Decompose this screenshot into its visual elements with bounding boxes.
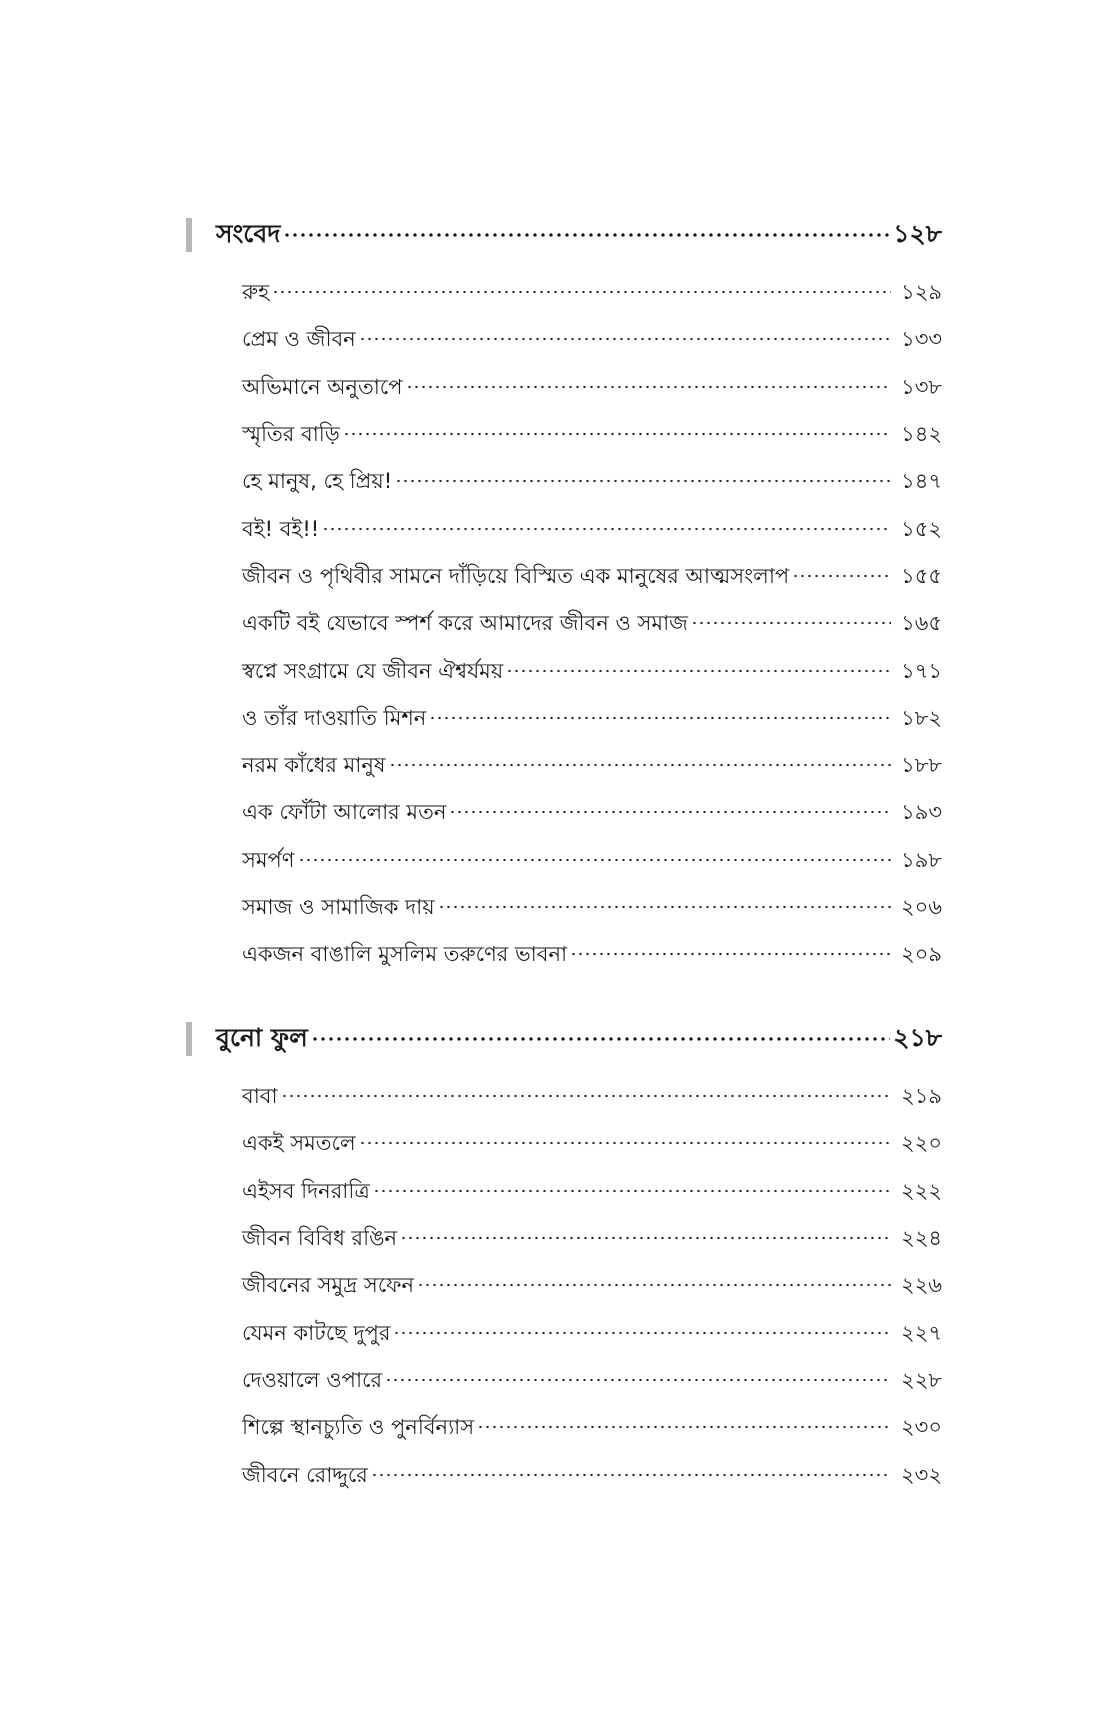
dot-leader [359, 337, 891, 341]
entry-page-number: ১৩৩ [901, 327, 942, 352]
toc-entry[interactable] [190, 885, 942, 932]
dot-leader [359, 1141, 891, 1145]
dot-leader [281, 1094, 891, 1098]
entry-page-number: ১২৯ [901, 280, 942, 305]
dot-leader [477, 1425, 891, 1429]
dot-leader [298, 858, 892, 862]
dot-leader [343, 432, 891, 436]
entry-title: প্রেম ও জীবন [242, 327, 356, 352]
entry-title: জীবনের সমুদ্র সফেন [242, 1273, 415, 1298]
entry-page-number: ১৫২ [901, 516, 942, 541]
dot-leader [272, 290, 891, 294]
dot-leader [373, 1189, 891, 1193]
toc-entry[interactable] [190, 554, 942, 601]
dot-leader [792, 574, 891, 578]
toc-entry[interactable] [190, 1216, 942, 1263]
entry-title: একই সমতলে [242, 1131, 356, 1156]
section-heading[interactable] [190, 214, 942, 256]
entry-page-number: ২৩০ [901, 1415, 942, 1440]
entry-page-number: ১৪২ [901, 422, 942, 447]
entry-title: নরম কাঁধের মানুষ [242, 753, 386, 778]
entry-title: সমর্পণ [242, 847, 295, 872]
entry-page-number: ১৫৫ [901, 563, 942, 588]
toc-entry[interactable] [190, 1310, 942, 1357]
section-marker-bar [186, 218, 192, 252]
entry-title: বই! বই!! [242, 516, 320, 541]
entry-page-number: ২১৯ [901, 1084, 942, 1109]
toc-section [190, 214, 942, 979]
dot-leader [395, 479, 891, 483]
dot-leader [406, 385, 891, 389]
entry-title: জীবন বিবিধ রঙিন [242, 1226, 398, 1251]
toc-entry[interactable] [190, 932, 942, 979]
entry-title: জীবনে রোদ্দুরে [242, 1462, 368, 1487]
section-title: বুনো ফুল [216, 1022, 308, 1052]
entry-title: অভিমানে অনুতাপে [242, 374, 403, 399]
toc-entry[interactable] [190, 459, 942, 506]
entry-page-number: ১৬৫ [901, 611, 942, 636]
dot-leader [322, 527, 891, 531]
dot-leader [389, 763, 891, 767]
entry-title: এইসব দিনরাত্রি [242, 1178, 370, 1203]
entry-page-number: ২২৮ [901, 1367, 942, 1392]
entry-page-number: ২০৯ [901, 942, 942, 967]
toc-entry[interactable] [190, 838, 942, 885]
dot-leader [417, 1283, 891, 1287]
entry-page-number: ২২৪ [901, 1226, 942, 1251]
entry-page-number: ২৩২ [901, 1462, 942, 1487]
entry-page-number: ১৮৮ [901, 753, 942, 778]
entry-title: রুহ [242, 280, 270, 305]
toc-entry[interactable] [190, 790, 942, 837]
entry-title: ও তাঁর দাওয়াতি মিশন [242, 705, 427, 730]
toc-entry-list [190, 1074, 942, 1500]
dot-leader [283, 233, 890, 237]
toc-entry[interactable] [190, 412, 942, 459]
dot-leader [393, 1331, 891, 1335]
toc-entry[interactable] [190, 696, 942, 743]
entry-title: বাবা [242, 1084, 278, 1109]
dot-leader [438, 905, 891, 909]
entry-page-number: ২২৭ [901, 1320, 942, 1345]
entry-title: দেওয়ালে ওপারে [242, 1367, 383, 1392]
entry-title: একজন বাঙালি মুসলিম তরুণের ভাবনা [242, 942, 568, 967]
dot-leader [506, 669, 891, 673]
entry-title: সমাজ ও সামাজিক দায় [242, 895, 435, 919]
dot-leader [429, 716, 891, 720]
toc-entry[interactable] [190, 648, 942, 695]
entry-title: স্বপ্নে সংগ্রামে যে জীবন ঐশ্বর্যময় [242, 658, 504, 683]
entry-page-number: ২২৬ [901, 1273, 942, 1298]
entry-page-number: ১৪৭ [901, 469, 942, 494]
entry-title: জীবন ও পৃথিবীর সামনে দাঁড়িয়ে বিস্মিত এক মানুষের আত্মসংলাপ [242, 563, 790, 588]
entry-title: স্মৃতির বাড়ি [242, 422, 340, 447]
entry-page-number: ১৭১ [901, 658, 942, 683]
toc-entry[interactable] [190, 365, 942, 412]
entry-title: যেমন কাটছে দুপুর [242, 1320, 391, 1345]
toc-section [190, 1018, 942, 1500]
dot-leader [570, 952, 891, 956]
toc-entry[interactable] [190, 317, 942, 364]
toc-entry[interactable] [190, 1263, 942, 1310]
toc-entry[interactable] [190, 1169, 942, 1216]
toc-entry[interactable] [190, 1358, 942, 1405]
toc-entry[interactable] [190, 601, 942, 648]
toc-entry[interactable] [190, 743, 942, 790]
toc-entry[interactable] [190, 506, 942, 553]
entry-title: হে মানুষ, হে প্রিয়! [242, 469, 393, 494]
toc-entry[interactable] [190, 1074, 942, 1121]
dot-leader [449, 810, 891, 814]
toc-entry-list [190, 270, 942, 979]
entry-page-number: ১৩৮ [901, 374, 942, 399]
entry-title: এক ফোঁটা আলোর মতন [242, 800, 447, 825]
toc-entry[interactable] [190, 1405, 942, 1452]
toc-entry[interactable] [190, 1121, 942, 1168]
entry-title: শিল্পে স্থানচ্যুতি ও পুনর্বিন্যাস [242, 1415, 475, 1440]
entry-page-number: ১৮২ [901, 705, 942, 730]
dot-leader [691, 621, 891, 625]
dot-leader [311, 1037, 891, 1041]
entry-page-number: ২০৬ [901, 895, 942, 919]
dot-leader [371, 1473, 891, 1477]
dot-leader [400, 1236, 891, 1240]
section-marker-bar [186, 1022, 192, 1056]
toc-entry[interactable] [190, 1452, 942, 1499]
dot-leader [385, 1378, 891, 1382]
section-page-number: ১২৮ [893, 218, 942, 248]
section-heading[interactable] [190, 1018, 942, 1060]
section-title: সংবেদ [216, 218, 281, 248]
toc-entry[interactable] [190, 270, 942, 317]
entry-title: একটি বই যেভাবে স্পর্শ করে আমাদের জীবন ও সমাজ [242, 611, 688, 636]
entry-page-number: ১৯৮ [901, 847, 942, 872]
entry-page-number: ১৯৩ [901, 800, 942, 825]
entry-page-number: ২২০ [901, 1131, 942, 1156]
section-page-number: ২১৮ [893, 1022, 942, 1052]
entry-page-number: ২২২ [901, 1178, 942, 1203]
